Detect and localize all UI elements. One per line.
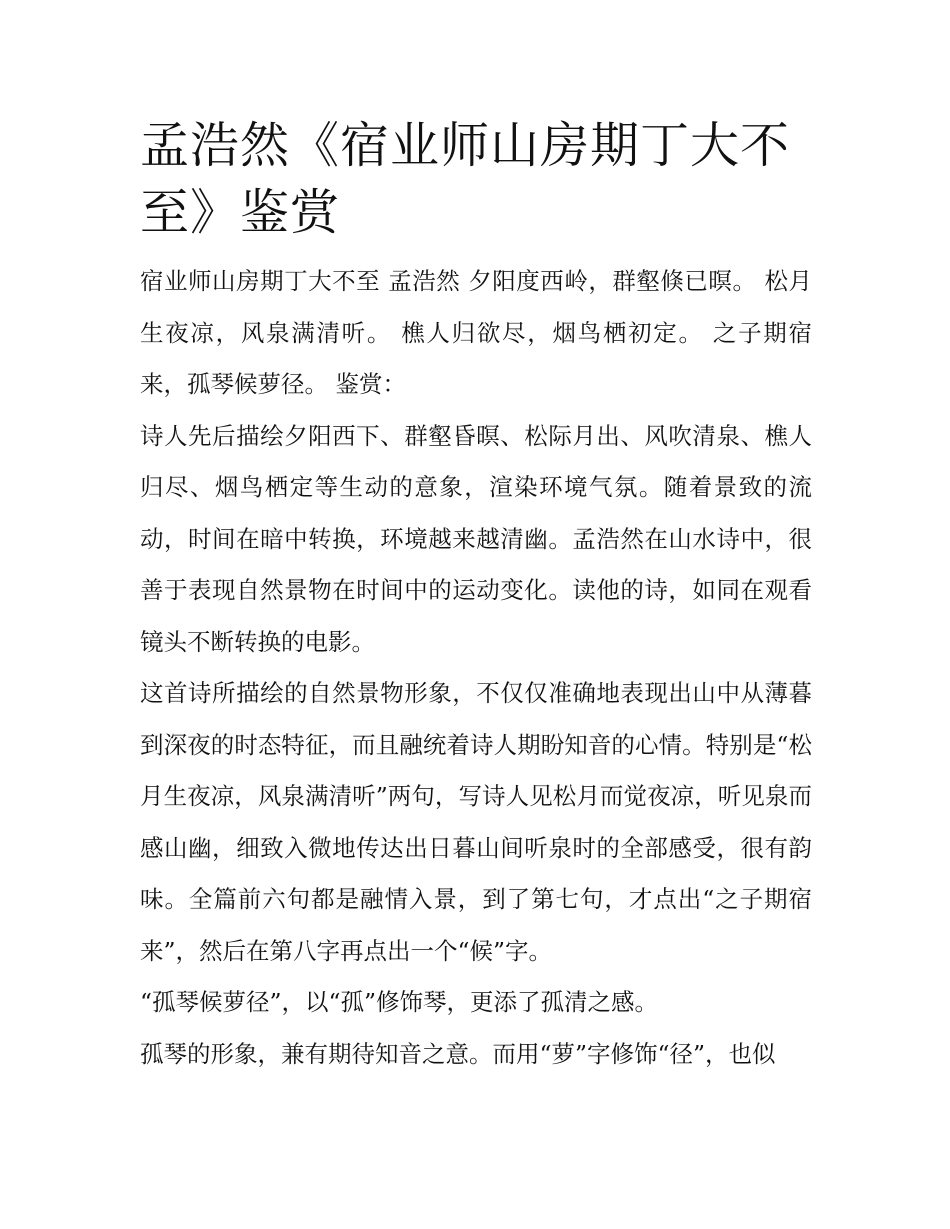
analysis-paragraph-2: 这首诗所描绘的自然景物形象，不仅仅准确地表现出山中从薄暮到深夜的时态特征，而且融统着诗人期盼知音的心情。特别是“松月生夜凉，风泉满清听”两句，写诗人见松月而觉夜凉，听见泉而感山幽，细致入微地传达出日暮山间听泉时的全部感受，很有韵味。全篇前六句都是融情入景，到了第七句，才点出“之子期宿来”，然后在第八字再点出一个“候”字。 [140, 679, 812, 965]
document-title: 孟浩然《宿业师山房期丁大不至》鉴赏 [140, 117, 791, 241]
analysis-paragraph-4: 孤琴的形象，兼有期待知音之意。而用“萝”字修饰“径”，也似 [140, 1039, 776, 1068]
analysis-paragraph-3: “孤琴候萝径”，以“孤”修饰琴，更添了孤清之感。 [140, 988, 659, 1016]
poem-paragraph: 宿业师山房期丁大不至 孟浩然 夕阳度西岭，群壑倏已暝。 松月生夜凉，风泉满清听。 樵人归欲尽，烟鸟栖初定。 之子期宿来，孤琴候萝径。 鉴赏： [140, 267, 812, 398]
document-page [140, 112, 812, 1080]
analysis-paragraph-1: 诗人先后描绘夕阳西下、群壑昏暝、松际月出、风吹清泉、樵人归尽、烟鸟栖定等生动的意象，渲染环境气氛。随着景致的流动，时间在暗中转换，环境越来越清幽。孟浩然在山水诗中，很善于表现自然景物在时间中的运动变化。读他的诗，如同在观看镜头不断转换的电影。 [140, 421, 812, 656]
